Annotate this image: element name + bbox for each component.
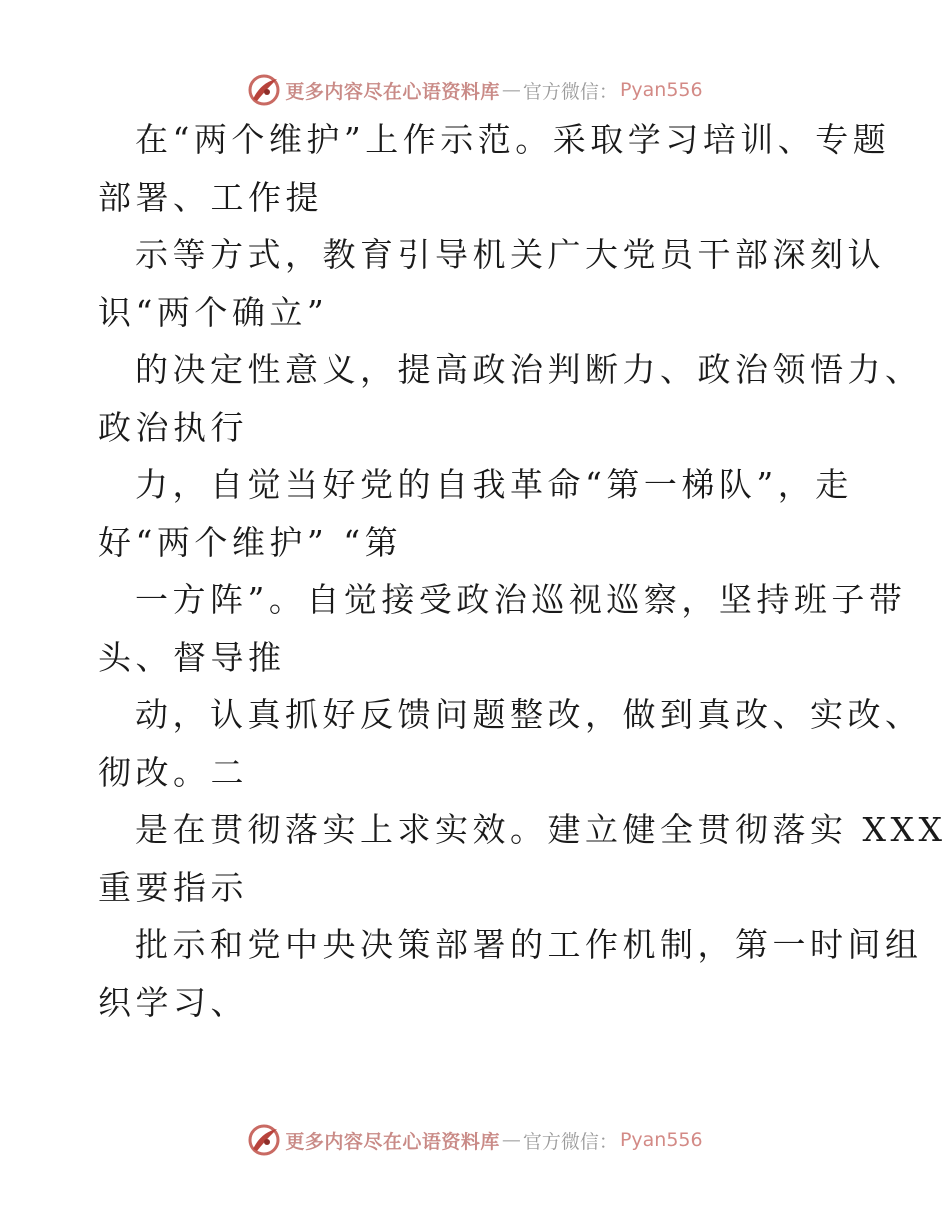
- watermark-dash: —: [501, 1129, 521, 1151]
- document-line: 织学习、: [98, 982, 248, 1022]
- document-line: 示等方式，教育引导机关广大党员干部深刻认: [135, 235, 885, 274]
- header-watermark: [0, 70, 950, 110]
- document-line: 动，认真抓好反馈问题整改，做到真改、实改、: [135, 695, 923, 734]
- document-line: 好“两个维护” “第: [98, 522, 403, 562]
- watermark-wechat-label: 官方微信：: [522, 1130, 618, 1153]
- watermark-dash: —: [501, 79, 521, 101]
- ink-brush-logo-icon: [247, 73, 281, 107]
- document-line: 部署、工作提: [98, 177, 323, 217]
- document-line: 识“两个确立”: [98, 292, 329, 332]
- document-line: 一方阵”。自觉接受政治巡视巡察，坚持班子带: [135, 580, 907, 619]
- document-line: 批示和党中央决策部署的工作机制，第一时间组: [135, 925, 923, 964]
- document-line: 重要指示: [98, 867, 248, 907]
- footer-watermark: [0, 1120, 950, 1160]
- document-line: 政治执行: [98, 407, 248, 447]
- document-line: 彻改。二: [98, 752, 248, 792]
- document-line: 是在贯彻落实上求实效。建立健全贯彻落实 XXX: [135, 810, 947, 849]
- ink-brush-logo-icon: [247, 1123, 281, 1157]
- watermark-brand-text: 更多内容尽在心语资料库: [285, 80, 500, 103]
- watermark-wechat-label: 官方微信：: [522, 80, 618, 103]
- watermark-account: Pyan556: [619, 79, 703, 101]
- watermark-brand-text: 更多内容尽在心语资料库: [285, 1130, 500, 1153]
- watermark-account: Pyan556: [619, 1129, 703, 1151]
- document-line: 力，自觉当好党的自我革命“第一梯队”，走: [135, 465, 853, 504]
- document-line: 在“两个维护”上作示范。采取学习培训、专题: [135, 120, 891, 159]
- document-line: 头、督导推: [98, 637, 286, 677]
- document-line: 的决定性意义，提高政治判断力、政治领悟力、: [135, 350, 923, 389]
